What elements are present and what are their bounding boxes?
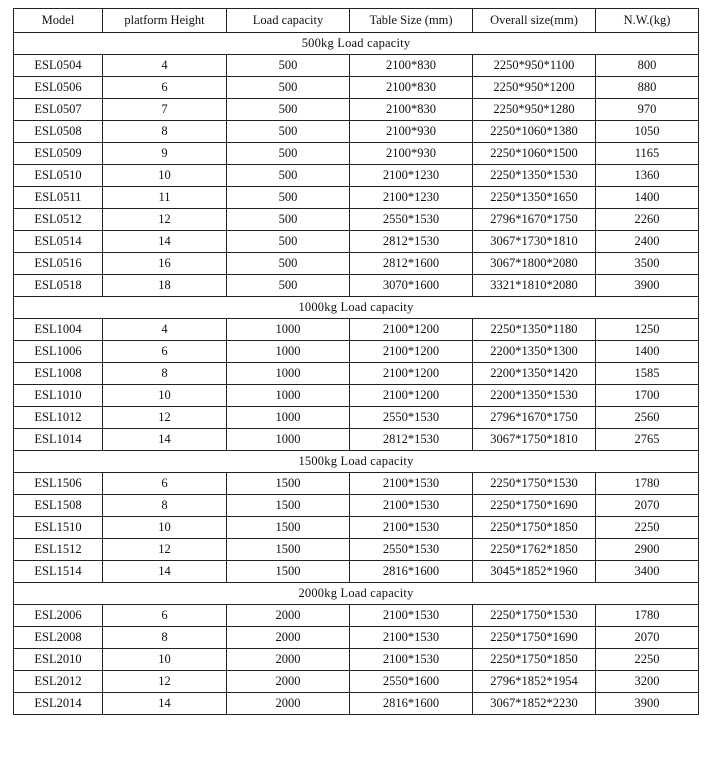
table-row xyxy=(14,77,699,99)
header-net-weight: N.W.(kg) xyxy=(596,9,699,33)
table-row xyxy=(14,517,699,539)
cell-net-weight: 3900 xyxy=(596,693,699,715)
table-row xyxy=(14,209,699,231)
section-title: 1500kg Load capacity xyxy=(14,451,699,473)
table-row xyxy=(14,495,699,517)
cell-net-weight: 3500 xyxy=(596,253,699,275)
cell-platform-height: 12 xyxy=(103,671,227,693)
cell-overall-size: 3067*1852*2230 xyxy=(473,693,596,715)
cell-overall-size: 2796*1852*1954 xyxy=(473,671,596,693)
cell-load-capacity: 2000 xyxy=(227,605,350,627)
cell-platform-height: 14 xyxy=(103,231,227,253)
cell-table-size: 2100*1530 xyxy=(350,517,473,539)
cell-platform-height: 10 xyxy=(103,649,227,671)
cell-platform-height: 14 xyxy=(103,561,227,583)
cell-load-capacity: 1000 xyxy=(227,319,350,341)
cell-platform-height: 12 xyxy=(103,209,227,231)
cell-net-weight: 880 xyxy=(596,77,699,99)
cell-net-weight: 970 xyxy=(596,99,699,121)
cell-model: ESL0511 xyxy=(14,187,103,209)
cell-load-capacity: 2000 xyxy=(227,649,350,671)
table-row xyxy=(14,561,699,583)
table-row xyxy=(14,341,699,363)
cell-model: ESL1014 xyxy=(14,429,103,451)
table-row xyxy=(14,385,699,407)
cell-table-size: 3070*1600 xyxy=(350,275,473,297)
cell-platform-height: 10 xyxy=(103,517,227,539)
cell-table-size: 2100*930 xyxy=(350,121,473,143)
cell-load-capacity: 500 xyxy=(227,143,350,165)
table-row xyxy=(14,187,699,209)
cell-model: ESL1506 xyxy=(14,473,103,495)
cell-net-weight: 1780 xyxy=(596,605,699,627)
cell-model: ESL1508 xyxy=(14,495,103,517)
cell-load-capacity: 500 xyxy=(227,209,350,231)
cell-table-size: 2100*1200 xyxy=(350,341,473,363)
table-body xyxy=(14,33,699,715)
cell-platform-height: 16 xyxy=(103,253,227,275)
cell-net-weight: 2560 xyxy=(596,407,699,429)
cell-load-capacity: 1500 xyxy=(227,561,350,583)
cell-load-capacity: 500 xyxy=(227,275,350,297)
cell-overall-size: 2250*1750*1530 xyxy=(473,473,596,495)
header-overall-size: Overall size(mm) xyxy=(473,9,596,33)
cell-load-capacity: 500 xyxy=(227,55,350,77)
table-row xyxy=(14,165,699,187)
table-row xyxy=(14,319,699,341)
cell-model: ESL0516 xyxy=(14,253,103,275)
section-row xyxy=(14,451,699,473)
cell-model: ESL1004 xyxy=(14,319,103,341)
cell-platform-height: 8 xyxy=(103,495,227,517)
cell-model: ESL2008 xyxy=(14,627,103,649)
cell-overall-size: 2250*1060*1500 xyxy=(473,143,596,165)
cell-overall-size: 2250*1750*1850 xyxy=(473,649,596,671)
table-header xyxy=(14,9,699,33)
cell-model: ESL1012 xyxy=(14,407,103,429)
cell-platform-height: 8 xyxy=(103,363,227,385)
cell-table-size: 2816*1600 xyxy=(350,693,473,715)
cell-platform-height: 6 xyxy=(103,473,227,495)
table-row xyxy=(14,55,699,77)
cell-load-capacity: 2000 xyxy=(227,693,350,715)
table-row xyxy=(14,649,699,671)
cell-overall-size: 3067*1730*1810 xyxy=(473,231,596,253)
table-row xyxy=(14,627,699,649)
cell-platform-height: 12 xyxy=(103,407,227,429)
cell-net-weight: 2765 xyxy=(596,429,699,451)
cell-overall-size: 2250*1350*1180 xyxy=(473,319,596,341)
cell-overall-size: 2796*1670*1750 xyxy=(473,209,596,231)
cell-overall-size: 2250*950*1280 xyxy=(473,99,596,121)
cell-model: ESL2010 xyxy=(14,649,103,671)
cell-platform-height: 9 xyxy=(103,143,227,165)
cell-table-size: 2550*1600 xyxy=(350,671,473,693)
table-row xyxy=(14,539,699,561)
cell-table-size: 2100*1230 xyxy=(350,187,473,209)
cell-table-size: 2812*1530 xyxy=(350,231,473,253)
section-title: 500kg Load capacity xyxy=(14,33,699,55)
header-model: Model xyxy=(14,9,103,33)
cell-load-capacity: 1000 xyxy=(227,363,350,385)
cell-platform-height: 10 xyxy=(103,385,227,407)
cell-net-weight: 2900 xyxy=(596,539,699,561)
cell-model: ESL0512 xyxy=(14,209,103,231)
cell-platform-height: 18 xyxy=(103,275,227,297)
cell-platform-height: 14 xyxy=(103,693,227,715)
cell-load-capacity: 2000 xyxy=(227,627,350,649)
cell-table-size: 2816*1600 xyxy=(350,561,473,583)
cell-load-capacity: 500 xyxy=(227,121,350,143)
cell-net-weight: 1700 xyxy=(596,385,699,407)
cell-model: ESL2012 xyxy=(14,671,103,693)
cell-net-weight: 2400 xyxy=(596,231,699,253)
cell-overall-size: 3045*1852*1960 xyxy=(473,561,596,583)
cell-net-weight: 2250 xyxy=(596,649,699,671)
cell-overall-size: 2250*950*1100 xyxy=(473,55,596,77)
cell-overall-size: 2200*1350*1420 xyxy=(473,363,596,385)
cell-model: ESL0508 xyxy=(14,121,103,143)
section-title: 1000kg Load capacity xyxy=(14,297,699,319)
cell-overall-size: 3321*1810*2080 xyxy=(473,275,596,297)
cell-platform-height: 4 xyxy=(103,55,227,77)
cell-platform-height: 6 xyxy=(103,77,227,99)
cell-model: ESL0507 xyxy=(14,99,103,121)
cell-model: ESL0509 xyxy=(14,143,103,165)
cell-platform-height: 12 xyxy=(103,539,227,561)
cell-platform-height: 6 xyxy=(103,341,227,363)
table-row xyxy=(14,231,699,253)
cell-model: ESL1510 xyxy=(14,517,103,539)
table-row xyxy=(14,363,699,385)
cell-overall-size: 2250*950*1200 xyxy=(473,77,596,99)
cell-table-size: 2812*1600 xyxy=(350,253,473,275)
table-row xyxy=(14,275,699,297)
cell-table-size: 2100*830 xyxy=(350,55,473,77)
cell-table-size: 2100*1530 xyxy=(350,605,473,627)
cell-table-size: 2100*930 xyxy=(350,143,473,165)
cell-net-weight: 1050 xyxy=(596,121,699,143)
cell-net-weight: 1400 xyxy=(596,341,699,363)
table-row xyxy=(14,671,699,693)
table-row xyxy=(14,99,699,121)
table-row xyxy=(14,429,699,451)
cell-overall-size: 2200*1350*1300 xyxy=(473,341,596,363)
cell-load-capacity: 1000 xyxy=(227,385,350,407)
cell-load-capacity: 1500 xyxy=(227,517,350,539)
cell-model: ESL1514 xyxy=(14,561,103,583)
cell-table-size: 2550*1530 xyxy=(350,407,473,429)
cell-net-weight: 1400 xyxy=(596,187,699,209)
cell-table-size: 2100*1200 xyxy=(350,363,473,385)
cell-model: ESL1010 xyxy=(14,385,103,407)
cell-net-weight: 1585 xyxy=(596,363,699,385)
cell-load-capacity: 1500 xyxy=(227,495,350,517)
cell-model: ESL0504 xyxy=(14,55,103,77)
cell-platform-height: 6 xyxy=(103,605,227,627)
cell-model: ESL0510 xyxy=(14,165,103,187)
table-row xyxy=(14,407,699,429)
cell-table-size: 2812*1530 xyxy=(350,429,473,451)
header-load-capacity: Load capacity xyxy=(227,9,350,33)
cell-platform-height: 10 xyxy=(103,165,227,187)
cell-model: ESL1512 xyxy=(14,539,103,561)
cell-overall-size: 3067*1750*1810 xyxy=(473,429,596,451)
cell-table-size: 2100*1230 xyxy=(350,165,473,187)
cell-model: ESL1008 xyxy=(14,363,103,385)
cell-load-capacity: 500 xyxy=(227,231,350,253)
cell-platform-height: 7 xyxy=(103,99,227,121)
cell-net-weight: 2070 xyxy=(596,495,699,517)
cell-platform-height: 14 xyxy=(103,429,227,451)
cell-net-weight: 1250 xyxy=(596,319,699,341)
cell-load-capacity: 500 xyxy=(227,165,350,187)
cell-overall-size: 2250*1060*1380 xyxy=(473,121,596,143)
cell-platform-height: 8 xyxy=(103,627,227,649)
cell-table-size: 2100*830 xyxy=(350,77,473,99)
cell-load-capacity: 1500 xyxy=(227,539,350,561)
section-title: 2000kg Load capacity xyxy=(14,583,699,605)
cell-net-weight: 2070 xyxy=(596,627,699,649)
cell-overall-size: 2250*1750*1690 xyxy=(473,627,596,649)
cell-net-weight: 1780 xyxy=(596,473,699,495)
cell-load-capacity: 1000 xyxy=(227,407,350,429)
cell-load-capacity: 500 xyxy=(227,187,350,209)
table-row xyxy=(14,143,699,165)
table-row xyxy=(14,473,699,495)
table-row xyxy=(14,605,699,627)
cell-platform-height: 4 xyxy=(103,319,227,341)
cell-net-weight: 2250 xyxy=(596,517,699,539)
cell-overall-size: 2250*1762*1850 xyxy=(473,539,596,561)
cell-net-weight: 2260 xyxy=(596,209,699,231)
cell-table-size: 2100*1530 xyxy=(350,627,473,649)
cell-net-weight: 1360 xyxy=(596,165,699,187)
cell-platform-height: 8 xyxy=(103,121,227,143)
cell-table-size: 2100*1200 xyxy=(350,319,473,341)
cell-load-capacity: 1500 xyxy=(227,473,350,495)
cell-net-weight: 3900 xyxy=(596,275,699,297)
cell-net-weight: 3200 xyxy=(596,671,699,693)
cell-overall-size: 2250*1350*1650 xyxy=(473,187,596,209)
header-platform-height: platform Height xyxy=(103,9,227,33)
cell-table-size: 2100*1530 xyxy=(350,473,473,495)
cell-net-weight: 800 xyxy=(596,55,699,77)
cell-overall-size: 2796*1670*1750 xyxy=(473,407,596,429)
cell-load-capacity: 1000 xyxy=(227,341,350,363)
table-row xyxy=(14,253,699,275)
cell-table-size: 2100*1200 xyxy=(350,385,473,407)
cell-overall-size: 2250*1750*1690 xyxy=(473,495,596,517)
cell-overall-size: 2250*1750*1850 xyxy=(473,517,596,539)
cell-load-capacity: 500 xyxy=(227,99,350,121)
table-row xyxy=(14,121,699,143)
cell-load-capacity: 1000 xyxy=(227,429,350,451)
cell-platform-height: 11 xyxy=(103,187,227,209)
cell-model: ESL2006 xyxy=(14,605,103,627)
cell-table-size: 2550*1530 xyxy=(350,539,473,561)
cell-table-size: 2100*830 xyxy=(350,99,473,121)
cell-model: ESL0514 xyxy=(14,231,103,253)
header-row xyxy=(14,9,699,33)
cell-table-size: 2550*1530 xyxy=(350,209,473,231)
section-row xyxy=(14,297,699,319)
table-row xyxy=(14,693,699,715)
cell-overall-size: 2250*1750*1530 xyxy=(473,605,596,627)
cell-model: ESL0506 xyxy=(14,77,103,99)
spec-table xyxy=(13,8,699,715)
cell-table-size: 2100*1530 xyxy=(350,649,473,671)
cell-table-size: 2100*1530 xyxy=(350,495,473,517)
section-row xyxy=(14,583,699,605)
cell-model: ESL0518 xyxy=(14,275,103,297)
header-table-size: Table Size (mm) xyxy=(350,9,473,33)
cell-load-capacity: 500 xyxy=(227,253,350,275)
cell-model: ESL1006 xyxy=(14,341,103,363)
cell-overall-size: 2250*1350*1530 xyxy=(473,165,596,187)
cell-net-weight: 1165 xyxy=(596,143,699,165)
cell-load-capacity: 500 xyxy=(227,77,350,99)
cell-overall-size: 2200*1350*1530 xyxy=(473,385,596,407)
cell-overall-size: 3067*1800*2080 xyxy=(473,253,596,275)
section-row xyxy=(14,33,699,55)
cell-model: ESL2014 xyxy=(14,693,103,715)
cell-net-weight: 3400 xyxy=(596,561,699,583)
cell-load-capacity: 2000 xyxy=(227,671,350,693)
